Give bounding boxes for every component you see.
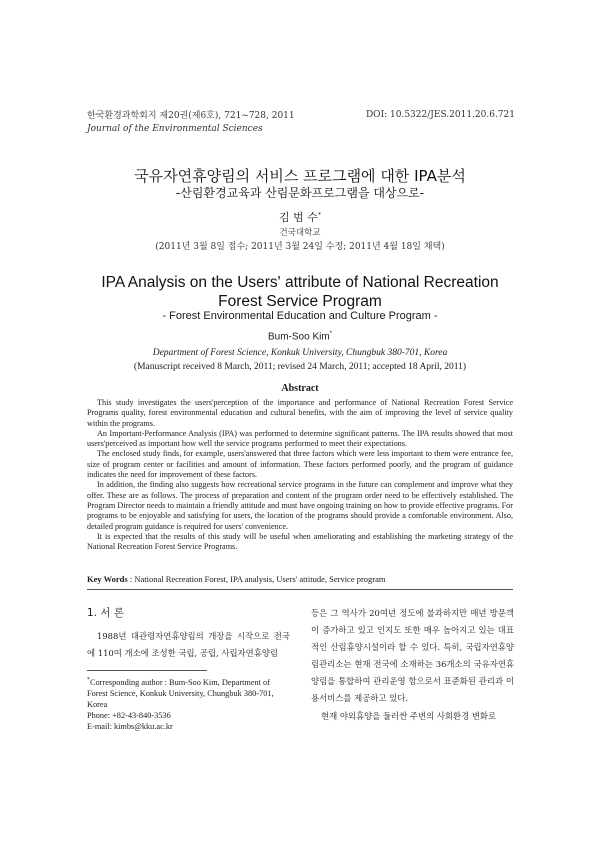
korean-title: 국유자연휴양림의 서비스 프로그램에 대한 IPA분석 (134, 167, 466, 185)
right-column (311, 605, 514, 725)
korean-author-mark: * (317, 211, 321, 219)
footnote (87, 675, 290, 732)
english-affiliation: Department of Forest Science, Konkuk University, Chungbuk 380-701, Korea (152, 348, 448, 358)
doi-label: DOI: 10.5322/JES.2011.20.6.721 (365, 110, 515, 120)
left-column (87, 605, 290, 732)
journal-header (87, 110, 295, 136)
footnote-line: *Corresponding author : Bum-Soo Kim, Department of Forest Science, Konkuk University, Chungbuk 380-701, Korea (87, 677, 274, 709)
journal-english-name: Journal of the Environmental Sciences (87, 124, 263, 134)
abstract-heading: Abstract (281, 383, 319, 394)
keywords (87, 574, 513, 584)
journal-korean-name: 한국환경과학회지 제20권(제6호), 721~728, 2011 (87, 111, 295, 121)
abstract-paragraph: An Important-Performance Analysis (IPA) was performed to determine significant patterns. The IPA results showed that most users'perceived as important how well the service programs performed to meet their expectations. (87, 428, 513, 449)
english-title-line2: Forest Service Program (218, 293, 382, 310)
keywords-label: Key Words (87, 574, 128, 584)
body-paragraph: 현재 야외휴양을 둘러싼 주변의 사회환경 변화로 (321, 710, 497, 721)
english-dates: (Manuscript received 8 March, 2011; revised 24 March, 2011; accepted 18 April, 2011) (133, 362, 467, 372)
korean-author (0, 209, 600, 225)
english-author-mark: * (329, 331, 333, 337)
abstract-paragraph: In addition, the finding also suggests how recreational service programs in the future can complement and improve what they offer. These are as follows. The process of preparation and content of the program order need to be effectively established. The Program Director needs to maintain a friendly attitude and must have ongoing training on how to provide effective programs. For programs to be enjoyable and satisfying for users, the location of the programs should provide a comfortable environment. Also, detailed program guidance is required for users' convenience. (87, 480, 513, 531)
abstract-body (87, 398, 513, 552)
footnote-line: E-mail: kimbs@kku.ac.kr (87, 721, 173, 731)
section-divider (87, 589, 513, 590)
english-author (0, 331, 600, 342)
abstract-paragraph: This study investigates the users'perception of the importance and performance of National Recreation Forest Service Programs quality, forest environmental education and cultural benefits, with the aim of improving the level of service quality within the programs. (87, 398, 513, 428)
english-subtitle: - Forest Environmental Education and Culture Program - (162, 310, 438, 322)
korean-dates: (2011년 3월 8일 접수; 2011년 3월 24일 수정; 2011년 4월 18일 채택) (155, 242, 445, 252)
korean-affiliation: 건국대학교 (279, 228, 321, 238)
section-heading: 1. 서 론 (87, 607, 124, 619)
english-title (0, 273, 600, 311)
body-paragraph: 1988년 대관령자연휴양림의 개장을 시작으로 전국에 110여 개소에 조성한 국립, 공립, 사립자연휴양림 (87, 631, 290, 659)
english-author-name: Bum-Soo Kim (267, 331, 330, 343)
korean-subtitle: -산림환경교육과 산림문화프로그램을 대상으로- (175, 186, 425, 200)
footnote-mark: * (87, 677, 90, 684)
footnote-line: Phone: +82-43-840-3536 (87, 710, 171, 720)
footnote-divider (87, 670, 207, 671)
keywords-text: : National Recreation Forest, IPA analysis, Users' attitude, Service program (127, 574, 386, 584)
abstract-paragraph: The enclosed study finds, for example, users'answered that three factors which were less important to them were entrance fee, size of program center or facilities and amount of information. These factors performed poorly, and the program of guidance indicates the need for improvement of these factors. (87, 449, 513, 480)
korean-author-name: 김 범 수 (279, 211, 318, 224)
abstract-paragraph: It is expected that the results of this study will be useful when ameliorating and establishing the marketing strategy of the National Recreation Forest Service Programs. (87, 531, 513, 552)
body-paragraph: 등은 그 역사가 20여년 정도에 불과하지만 매년 방문객이 증가하고 있고 인지도 또한 매우 높아지고 있는 대표적인 산림휴양시설이라 할 수 있다. 특히, 국립자연휴양림관리소는 현재 전국에 소재하는 36개소의 국유자연휴양림을 통합하여 관리운영 함으로서 표준화된 관리과 이용서비스를 제공하고 있다. (311, 608, 514, 704)
english-title-line1: IPA Analysis on the Users' attribute of National Recreation (101, 274, 499, 291)
